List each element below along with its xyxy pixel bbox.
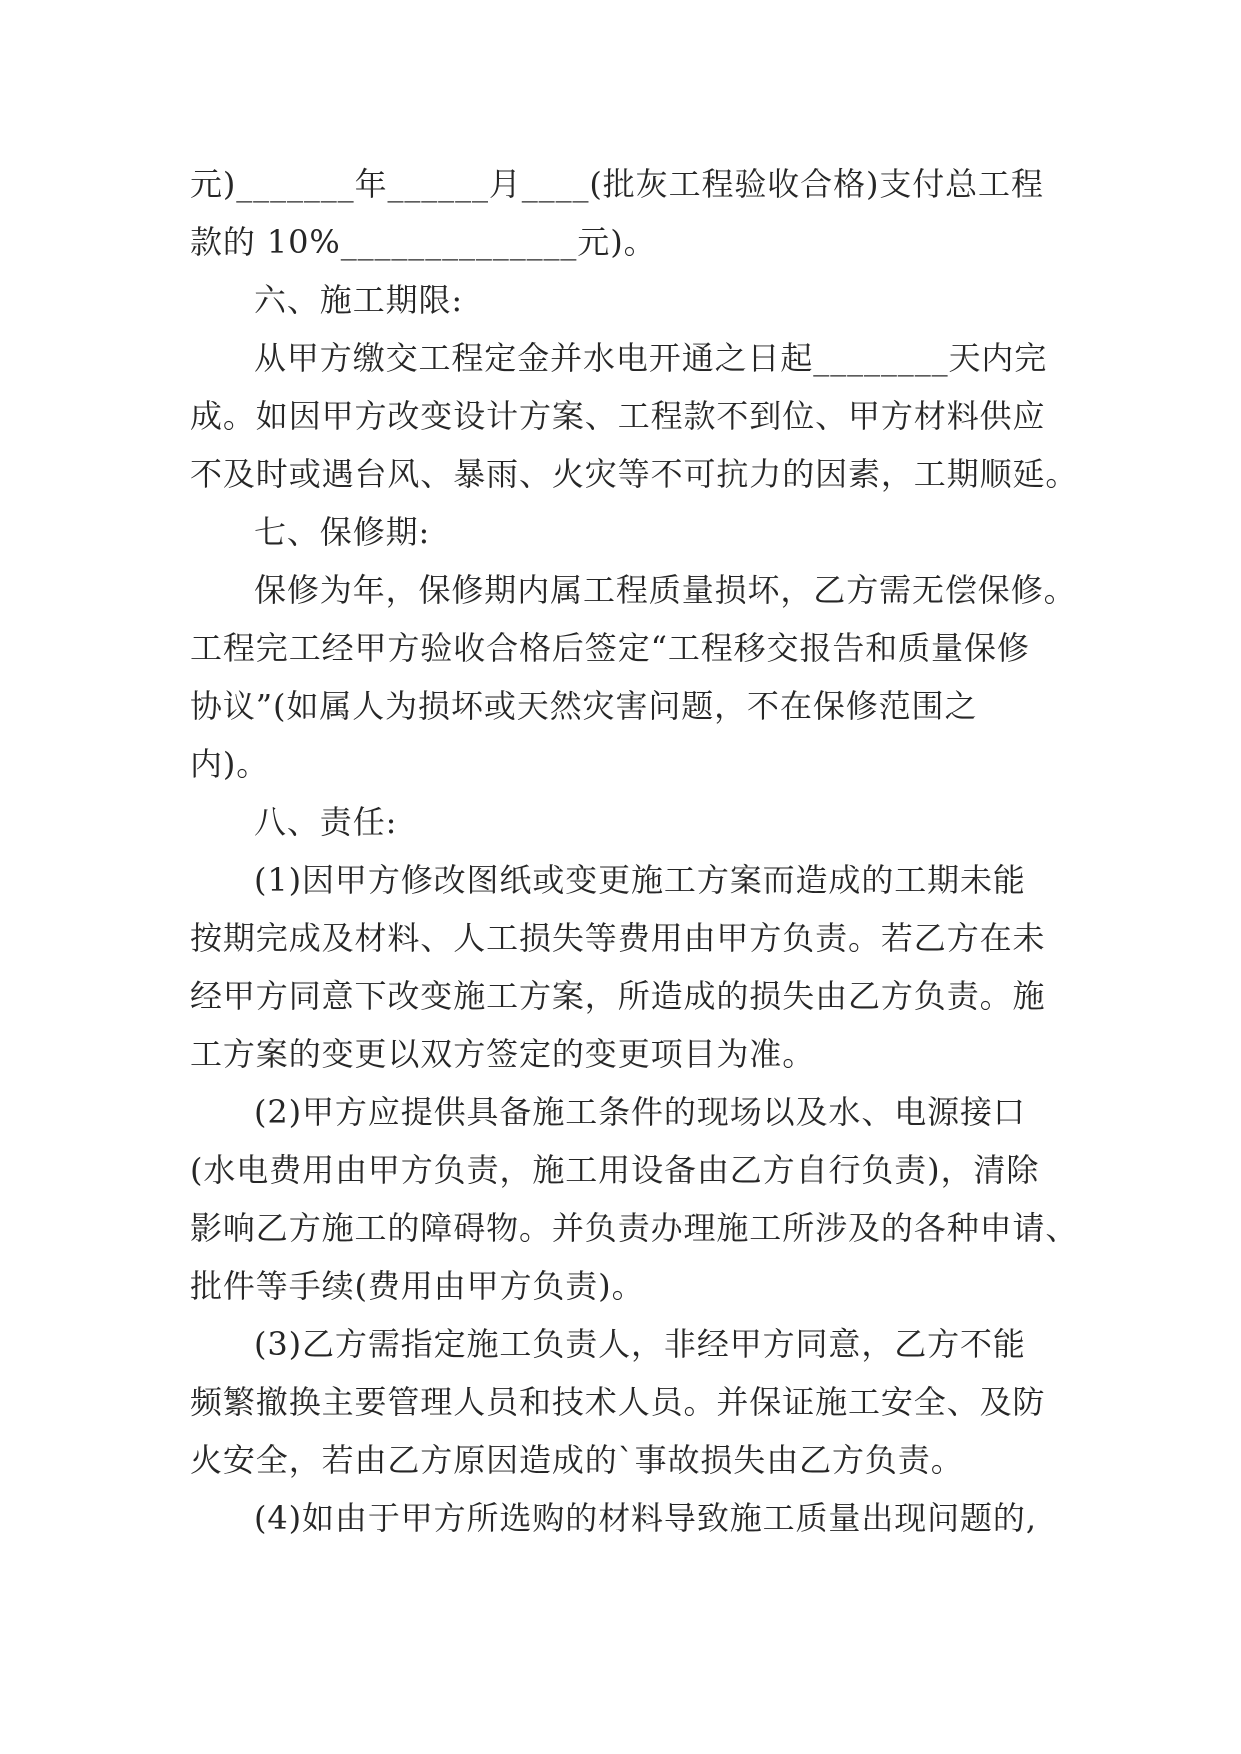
section-heading-construction-period: 六、施工期限: — [254, 281, 464, 319]
text-line: (水电费用由甲方负责，施工用设备由乙方自行负责)，清除 — [190, 1151, 1040, 1189]
text-line: 频繁撤换主要管理人员和技术人员。并保证施工安全、及防 — [190, 1383, 1046, 1421]
text-line: 成。如因甲方改变设计方案、工程款不到位、甲方材料供应 — [190, 397, 1046, 435]
text-line: 批件等手续(费用由甲方负责)。 — [190, 1267, 645, 1305]
text-line: 工方案的变更以双方签定的变更项目为准。 — [190, 1035, 816, 1073]
text-line: 不及时或遇台风、暴雨、火灾等不可抗力的因素，工期顺延。 — [190, 455, 1079, 493]
text-line: 协议”(如属人为损坏或天然灾害问题，不在保修范围之 — [190, 687, 978, 725]
text-line: 经甲方同意下改变施工方案，所造成的损失由乙方负责。施 — [190, 977, 1046, 1015]
text-line: 从甲方缴交工程定金并水电开通之日起________天内完 — [254, 339, 1048, 377]
text-line: 工程完工经甲方验收合格后签定“工程移交报告和质量保修 — [190, 629, 1030, 667]
text-line: (3)乙方需指定施工负责人，非经甲方同意，乙方不能 — [254, 1325, 1026, 1363]
text-line: 按期完成及材料、人工损失等费用由甲方负责。若乙方在未 — [190, 919, 1046, 957]
text-line: (4)如由于甲方所选购的材料导致施工质量出现问题的, — [254, 1499, 1037, 1537]
text-line: (2)甲方应提供具备施工条件的现场以及水、电源接口 — [254, 1093, 1026, 1131]
text-line: 保修为年，保修期内属工程质量损坏，乙方需无偿保修。 — [254, 571, 1077, 609]
text-line: 元)_______年______月____(批灰工程验收合格)支付总工程 — [190, 165, 1044, 203]
text-line: 款的 10%______________元)。 — [190, 223, 657, 261]
text-line: 火安全，若由乙方原因造成的`事故损失由乙方负责。 — [190, 1441, 964, 1479]
text-line: (1)因甲方修改图纸或变更施工方案而造成的工期未能 — [254, 861, 1026, 899]
text-line: 内)。 — [190, 745, 270, 783]
text-line: 影响乙方施工的障碍物。并负责办理施工所涉及的各种申请、 — [190, 1209, 1079, 1247]
section-heading-warranty: 七、保修期: — [254, 513, 431, 551]
section-heading-responsibility: 八、责任: — [254, 803, 398, 841]
